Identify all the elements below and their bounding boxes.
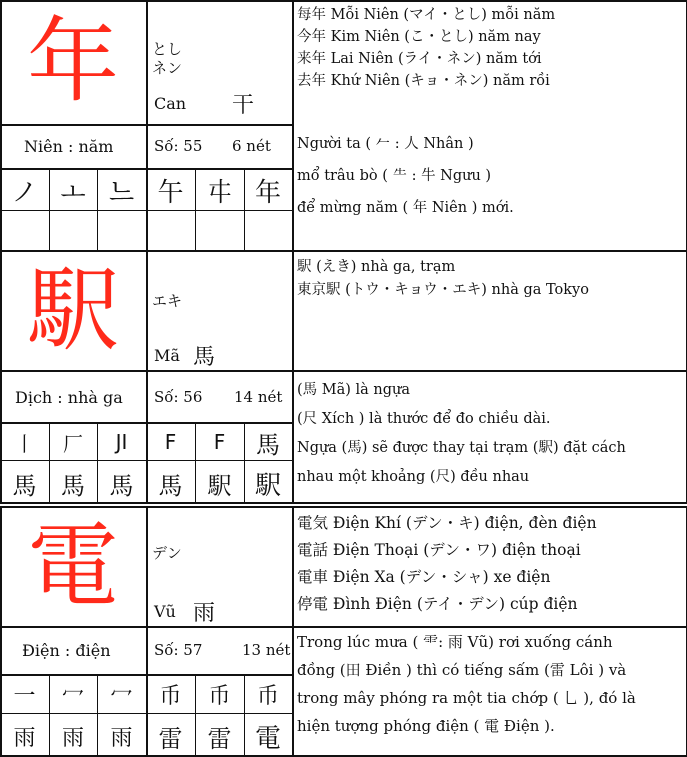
stroke-step: ノ <box>11 177 38 208</box>
vocab-list: 每年 Mỗi Niên (マイ・とし) mỗi năm 今年 Kim Niên (こ・とし) năm nay 来年 Lai Niên (ライ・ネン) năm tới 去年 Khứ Niên (キョ・ネン) năm rồi <box>297 7 556 89</box>
radical-label: Vũ <box>154 602 176 621</box>
meaning-label: Niên : năm <box>24 137 114 156</box>
main-kanji: 駅 <box>26 257 119 364</box>
number-label: Số: 55 <box>154 137 203 155</box>
number-label: Số: 56 <box>154 388 203 406</box>
stroke-step: 馬 <box>109 471 134 500</box>
stroke-step: ㅗ <box>60 177 86 208</box>
main-kanji: 年 <box>26 8 119 115</box>
stroke-step: 年 <box>254 177 281 208</box>
stroke-step: 币 <box>159 684 182 709</box>
stroke-step: JI <box>115 430 128 454</box>
radical-kanji: 雨 <box>193 601 216 626</box>
vocab-list: 駅 (えき) nhà ga, trạm 東京駅 (トウ・キョウ・エキ) nhà ga Tokyo <box>297 259 589 298</box>
stroke-step: F <box>164 430 177 454</box>
stroke-step: 馬 <box>256 430 280 459</box>
mnemonic-text: Trong lúc mưa ( ⻗: 雨 Vũ) rơi xuống cánh đồng (田 Điền ) thì có tiếng sấm (雷 Lôi ) và trong mây phóng ra một tia chớp ( 乚 ), đó là hiện tượng phóng điện ( 電 Điện ). <box>297 633 636 735</box>
stroke-step: 冖 <box>61 684 84 709</box>
stroke-step: 冖 <box>110 684 133 709</box>
stroke-step: 丨 <box>14 431 35 456</box>
stroke-step: F <box>213 430 226 454</box>
radical-kanji: 干 <box>232 93 255 118</box>
radical-label: Mã <box>154 346 180 365</box>
stroke-step: 느 <box>108 177 135 208</box>
kana-reading: エキ <box>152 292 183 310</box>
stroke-step: 币 <box>256 684 279 709</box>
stroke-step: 馬 <box>61 471 85 500</box>
strokes-label: 6 nét <box>232 137 271 155</box>
radical-kanji: 馬 <box>193 345 216 370</box>
kana-reading: デン <box>152 544 182 562</box>
stroke-step: 一 <box>13 684 36 709</box>
number-label: Số: 57 <box>154 641 203 659</box>
stroke-step: 駅 <box>207 471 232 500</box>
stroke-step: 午 <box>157 177 184 208</box>
stroke-step: 雨 <box>110 725 133 751</box>
stroke-step: 厂 <box>63 431 83 456</box>
main-kanji: 電 <box>26 513 119 620</box>
stroke-step: 雷 <box>207 724 232 753</box>
stroke-step: 币 <box>208 684 231 709</box>
stroke-step: 駅 <box>254 470 281 501</box>
mnemonic-text: (馬 Mã) là ngựa (尺 Xích ) là thước để đo chiều dài. Ngựa (馬) sẽ được thay tại trạm (駅) đặt cách nhau một khoảng (尺) đều nhau <box>297 382 626 485</box>
stroke-step: 馬 <box>158 471 183 500</box>
meaning-label: Điện : điện <box>22 641 111 660</box>
strokes-label: 14 nét <box>234 388 283 406</box>
radical-label: Can <box>154 94 187 113</box>
stroke-step: 雷 <box>158 724 183 753</box>
stroke-step: 㐄 <box>206 177 233 208</box>
meaning-label: Dịch : nhà ga <box>15 388 123 407</box>
strokes-label: 13 nét <box>242 641 291 659</box>
stroke-step: 雨 <box>13 725 36 751</box>
stroke-step: 雨 <box>61 725 84 751</box>
mnemonic-text: Người ta ( 𠂉 : 人 Nhân ) mổ trâu bò ( ⺧ : 牛 Ngưu ) để mừng năm ( 年 Niên ) mới. <box>297 136 514 216</box>
stroke-step: 電 <box>254 723 281 754</box>
kana-reading: とし ネン <box>152 40 183 77</box>
stroke-step: 馬 <box>12 471 37 500</box>
vocab-list: 電気 Điện Khí (デン・キ) điện, đèn điện 電話 Điện Thoại (デン・ワ) điện thoại 電車 Điện Xa (デン・シャ) xe điện 停電 Đình Điện (テイ・デン) cúp điện <box>297 514 597 613</box>
